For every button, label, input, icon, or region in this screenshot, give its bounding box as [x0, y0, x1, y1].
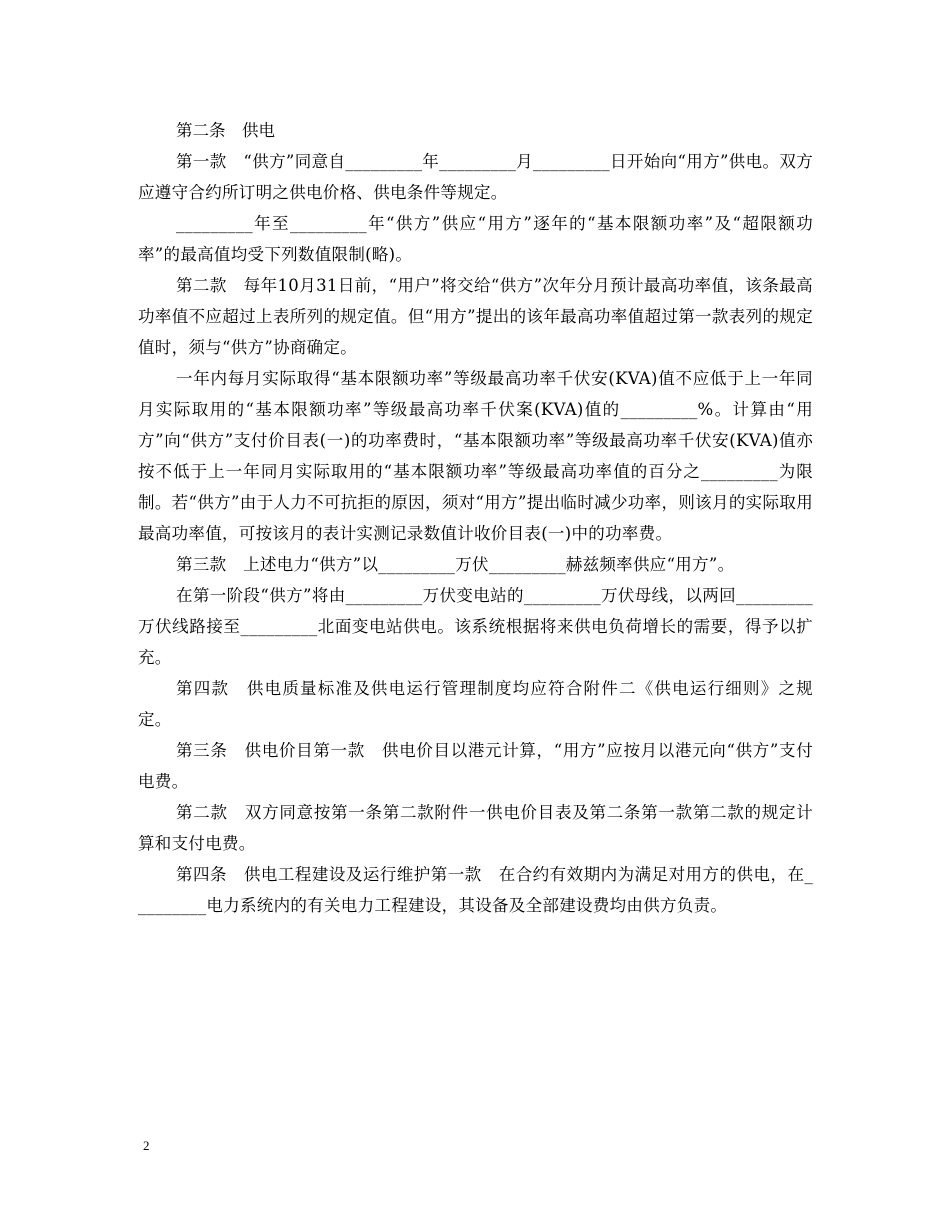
paragraph-10: 第四条 供电工程建设及运行维护第一款 在合约有效期内为满足对用方的供电，在_________电力系统内的有关电力工程建设，其设备及全部建设费均由供方负责。 — [138, 865, 813, 915]
paragraph-2: _________年至_________年“供方”供应“用方”逐年的“基本限额功率”及“超限额功率”的最高值均受下列数值限制(略)。 — [138, 214, 813, 264]
paragraph-5: 第三款 上述电力“供方”以_________万伏_________赫兹频率供应“用方”。 — [176, 555, 735, 574]
paragraph-9: 第二款 双方同意按第一条第二款附件一供电价目表及第二条第一款第二款的规定计算和支付电费。 — [138, 803, 813, 853]
paragraph-3: 第二款 每年10月31日前，“用户”将交给“供方”次年分月预计最高功率值，该条最高功率值不应超过上表所列的规定值。但“用方”提出的该年最高功率值超过第一款表列的规定值时，须与“供方”协商确定。 — [138, 276, 813, 357]
paragraph-6: 在第一阶段“供方”将由_________万伏变电站的_________万伏母线，以两回_________万伏线路接至_________北面变电站供电。该系统根据将来供电负荷增长的需要，得予以扩充。 — [138, 586, 813, 667]
document-body — [138, 115, 813, 921]
page-number: 2 — [143, 1138, 150, 1153]
paragraph-8: 第三条 供电价目第一款 供电价目以港元计算，“用方”应按月以港元向“供方”支付电费。 — [138, 741, 813, 791]
section-heading: 第二条 供电 — [176, 121, 275, 140]
paragraph-1: 第一款 “供方”同意自_________年_________月_________日开始向“用方”供电。双方应遵守合约所订明之供电价格、供电条件等规定。 — [138, 152, 813, 202]
paragraph-7: 第四款 供电质量标准及供电运行管理制度均应符合附件二《供电运行细则》之规定。 — [138, 679, 813, 729]
paragraph-4: 一年内每月实际取得“基本限额功率”等级最高功率千伏安(KVA)值不应低于上一年同月实际取用的“基本限额功率”等级最高功率千伏案(KVA)值的_________%。计算由“用方”向“供方”支付价目表(一)的功率费时，“基本限额功率”等级最高功率千伏安(KVA)值亦按不低于上一年同月实际取用的“基本限额功率”等级最高功率值的百分之_________为限制。若“供方”由于人力不可抗拒的原因，须对“用方”提出临时减少功率，则该月的实际取用最高功率值，可按该月的表计实测记录数值计收价目表(一)中的功率费。 — [138, 369, 813, 543]
